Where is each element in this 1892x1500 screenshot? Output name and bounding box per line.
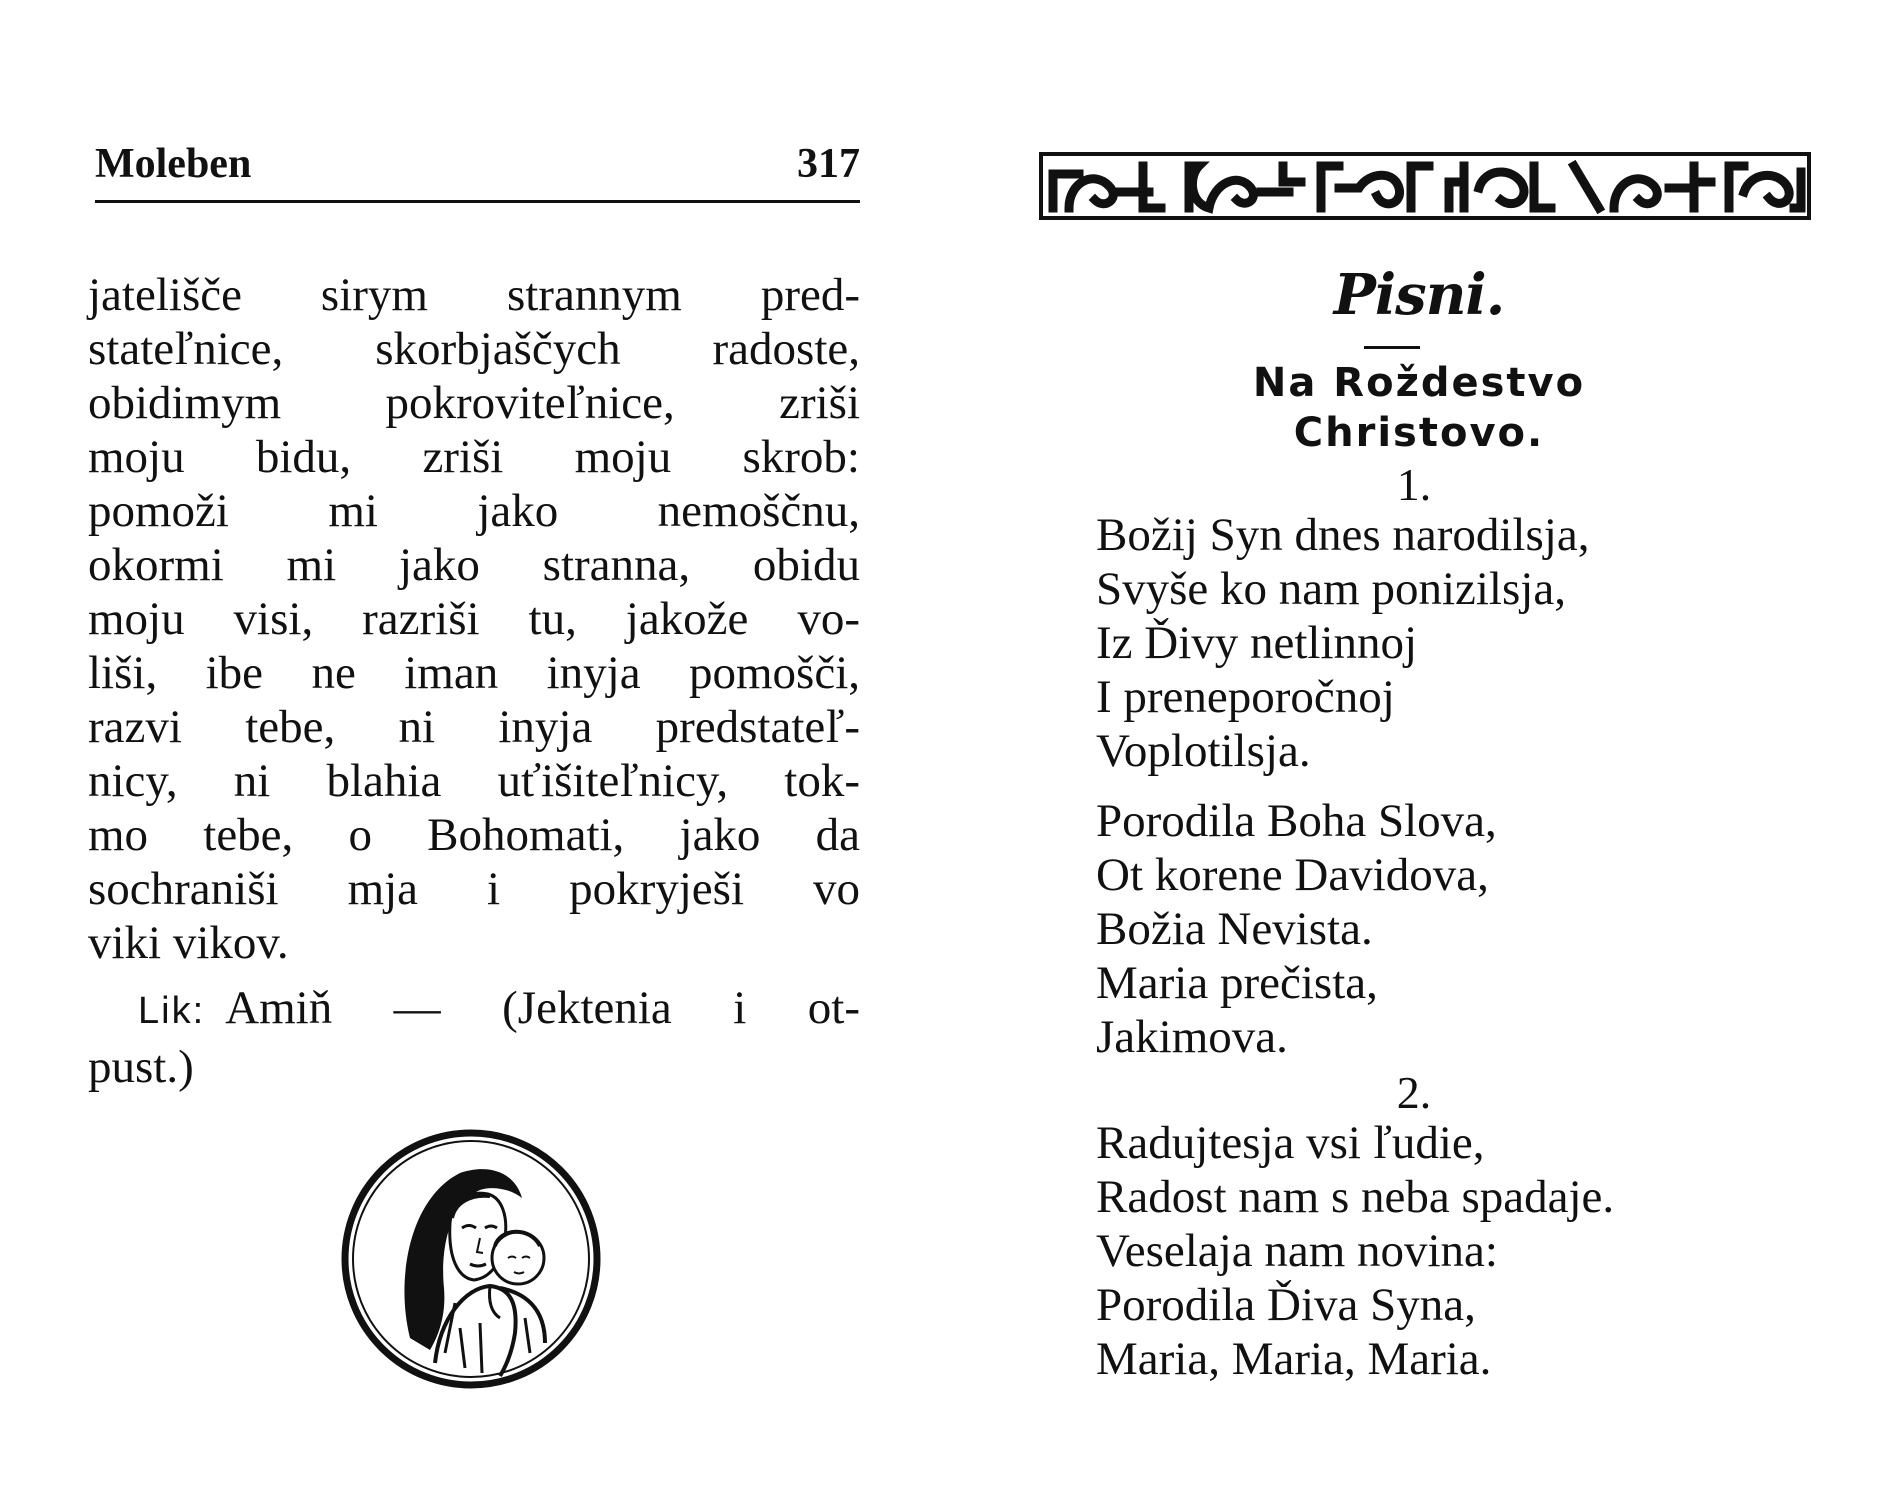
- verse-line: Veselaja nam novina:: [1096, 1225, 1498, 1277]
- verse-line: Maria prečista,: [1096, 957, 1378, 1009]
- verse-number: 1.: [1396, 459, 1432, 510]
- text-line: viki vikov.: [88, 917, 289, 969]
- text-line: mo tebe, o Bohomati, jako da: [88, 809, 860, 861]
- verse-line: Božia Nevista.: [1096, 903, 1373, 955]
- decorative-border-ornament: [1039, 152, 1811, 220]
- verse-line: Iz Ďivy netlinnoj: [1096, 617, 1418, 669]
- section-title: Pisni.: [1333, 262, 1505, 328]
- verse-number: 2.: [1396, 1067, 1432, 1118]
- song-title-line: Christovo.: [1293, 410, 1545, 456]
- verse-line: I preneporočnoj: [1096, 671, 1395, 723]
- madonna-and-child-medallion: [340, 1128, 602, 1390]
- verse-line: Svyše ko nam ponizilsja,: [1096, 563, 1566, 615]
- text-line: nicy, ni blahia uťišiteľnicy, tok-: [88, 755, 860, 807]
- verse-line: Božij Syn dnes narodilsja,: [1096, 509, 1590, 561]
- running-head: [95, 140, 860, 203]
- stanza: [1096, 794, 1876, 1064]
- choir-response: [88, 980, 860, 1095]
- text-line: moju bidu, zriši moju skrob:: [88, 431, 860, 483]
- response-line: [88, 980, 860, 1039]
- response-line: pust.): [88, 1041, 194, 1093]
- song-title: [946, 358, 1892, 458]
- verse-line: Radujtesja vsi ľudie,: [1096, 1117, 1485, 1169]
- text-line: razvi tebe, ni inyja predstateľ-: [88, 701, 860, 753]
- song-title-line: Na Roždestvo: [1252, 360, 1586, 406]
- verse-line: Radost nam s neba spadaje.: [1096, 1171, 1615, 1223]
- text-line: liši, ibe ne iman inyja pomošči,: [88, 647, 860, 699]
- stanza: [1096, 508, 1876, 778]
- text-line: obidimym pokroviteľnice, zriši: [88, 377, 860, 429]
- text-line: jatelišče sirym strannym pred-: [88, 269, 860, 321]
- running-head-title: Moleben: [95, 141, 252, 187]
- verse-line: Jakimova.: [1096, 1011, 1288, 1063]
- speaker-label: Lik:: [138, 990, 206, 1032]
- prayer-text: [88, 268, 860, 970]
- text-line: sochraniši mja i pokryješi vo: [88, 863, 860, 915]
- response-text: Amiň — (Jektenia i ot-: [225, 982, 860, 1034]
- page-number: 317: [797, 141, 860, 187]
- text-line: stateľnice, skorbjaščych radoste,: [88, 323, 860, 375]
- verse-line: Porodila Ďiva Syna,: [1096, 1279, 1476, 1331]
- text-line: pomoži mi jako nemoščnu,: [88, 485, 860, 537]
- verse-line: Porodila Boha Slova,: [1096, 795, 1497, 847]
- verse-line: Ot korene Davidova,: [1096, 849, 1489, 901]
- verse-line: Maria, Maria, Maria.: [1096, 1333, 1492, 1385]
- verse-line: Voplotilsja.: [1096, 725, 1311, 777]
- right-page: [946, 0, 1892, 1500]
- title-divider: [1364, 346, 1420, 349]
- stanza: [1096, 1116, 1876, 1386]
- text-line: okormi mi jako stranna, obidu: [88, 539, 860, 591]
- text-line: moju visi, razriši tu, jakože vo-: [88, 593, 860, 645]
